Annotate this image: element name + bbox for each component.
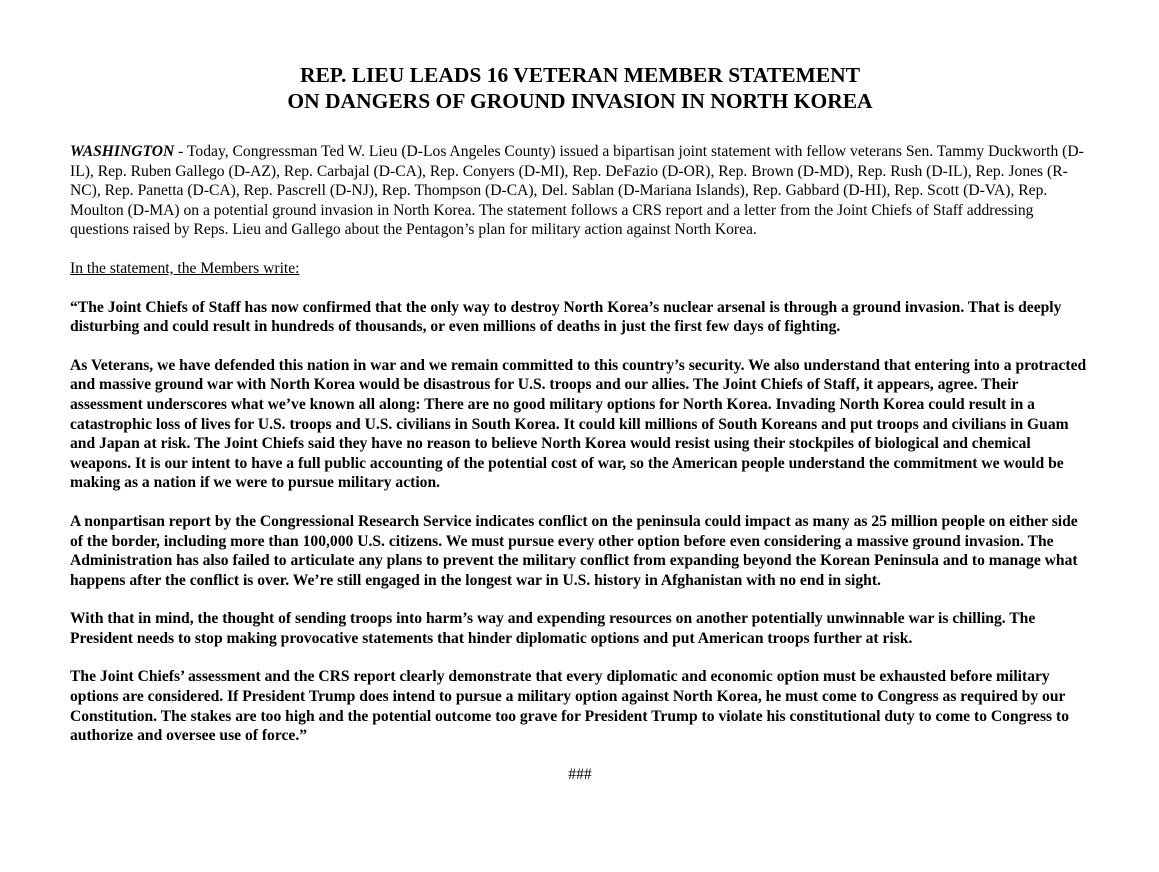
- statement-paragraph-2: As Veterans, we have defended this nation in war and we remain committed to this country’s security. We also understand that entering into a protracted and massive ground war with North Korea would be disastrous for U.S. troops and our allies. The Joint Chiefs of Staff, it appears, agree. Their assessment underscores what we’ve known all along: There are no good military options for North Korea. Invading North Korea could result in a catastrophic loss of lives for U.S. troops and U.S. civilians in South Korea. It could kill millions of South Koreans and put troops and civilians in Guam and Japan at risk. The Joint Chiefs said they have no reason to believe North Korea would resist using their stockpiles of biological and chemical weapons. It is our intent to have a full public accounting of the potential cost of war, so the American people understand the commitment we would be making as a nation if we were to pursue military action.: [70, 356, 1087, 492]
- press-release: [70, 62, 1090, 784]
- statement-paragraph-1: “The Joint Chiefs of Staff has now confirmed that the only way to destroy North Korea’s nuclear arsenal is through a ground invasion. That is deeply disturbing and could result in hundreds of thousands, or even millions of deaths in just the first few days of fighting.: [70, 298, 1062, 336]
- statement-lead-in: In the statement, the Members write:: [70, 259, 300, 277]
- title-line-1: REP. LIEU LEADS 16 VETERAN MEMBER STATEMENT: [299, 63, 861, 87]
- end-mark: ###: [568, 765, 592, 783]
- page-title: [70, 62, 1090, 114]
- statement-paragraph-5: The Joint Chiefs’ assessment and the CRS report clearly demonstrate that every diplomatic and economic option must be exhausted before military options are considered. If President Trump does intend to pursue a military option against North Korea, he must come to Congress as required by our Constitution. The stakes are too high and the potential outcome too grave for President Trump to violate his constitutional duty to come to Congress to authorize and oversee use of force.”: [70, 668, 1070, 745]
- intro-paragraph: [70, 142, 1090, 240]
- dateline: WASHINGTON: [70, 143, 175, 160]
- intro-text: - Today, Congressman Ted W. Lieu (D-Los Angeles County) issued a bipartisan joint statement with fellow veterans Sen. Tammy Duckworth (D-IL), Rep. Ruben Gallego (D-AZ), Rep. Carbajal (D-CA), Rep. Conyers (D-MI), Rep. DeFazio (D-OR), Rep. Brown (D-MD), Rep. Rush (D-IL), Rep. Jones (R-NC), Rep. Panetta (D-CA), Rep. Pascrell (D-NJ), Rep. Thompson (D-CA), Del. Sablan (D-Mariana Islands), Rep. Gabbard (D-HI), Rep. Scott (D-VA), Rep. Moulton (D-MA) on a potential ground invasion in North Korea. The statement follows a CRS report and a letter from the Joint Chiefs of Staff addressing questions raised by Reps. Lieu and Gallego about the Pentagon’s plan for military action against North Korea.: [70, 143, 1084, 239]
- title-line-2: ON DANGERS OF GROUND INVASION IN NORTH KOREA: [287, 89, 873, 113]
- statement-paragraph-4: With that in mind, the thought of sending troops into harm’s way and expending resources on another potentially unwinnable war is chilling. The President needs to stop making provocative statements that hinder diplomatic options and put American troops further at risk.: [70, 610, 1036, 647]
- statement-paragraph-3: A nonpartisan report by the Congressional Research Service indicates conflict on the peninsula could impact as many as 25 million people on either side of the border, including more than 100,000 U.S. citizens. We must pursue every other option before even considering a massive ground invasion. The Administration has also failed to articulate any plans to prevent the military conflict from expanding beyond the Korean Peninsula and to manage what happens after the conflict is over. We’re still engaged in the longest war in U.S. history in Afghanistan with no end in sight.: [70, 512, 1078, 589]
